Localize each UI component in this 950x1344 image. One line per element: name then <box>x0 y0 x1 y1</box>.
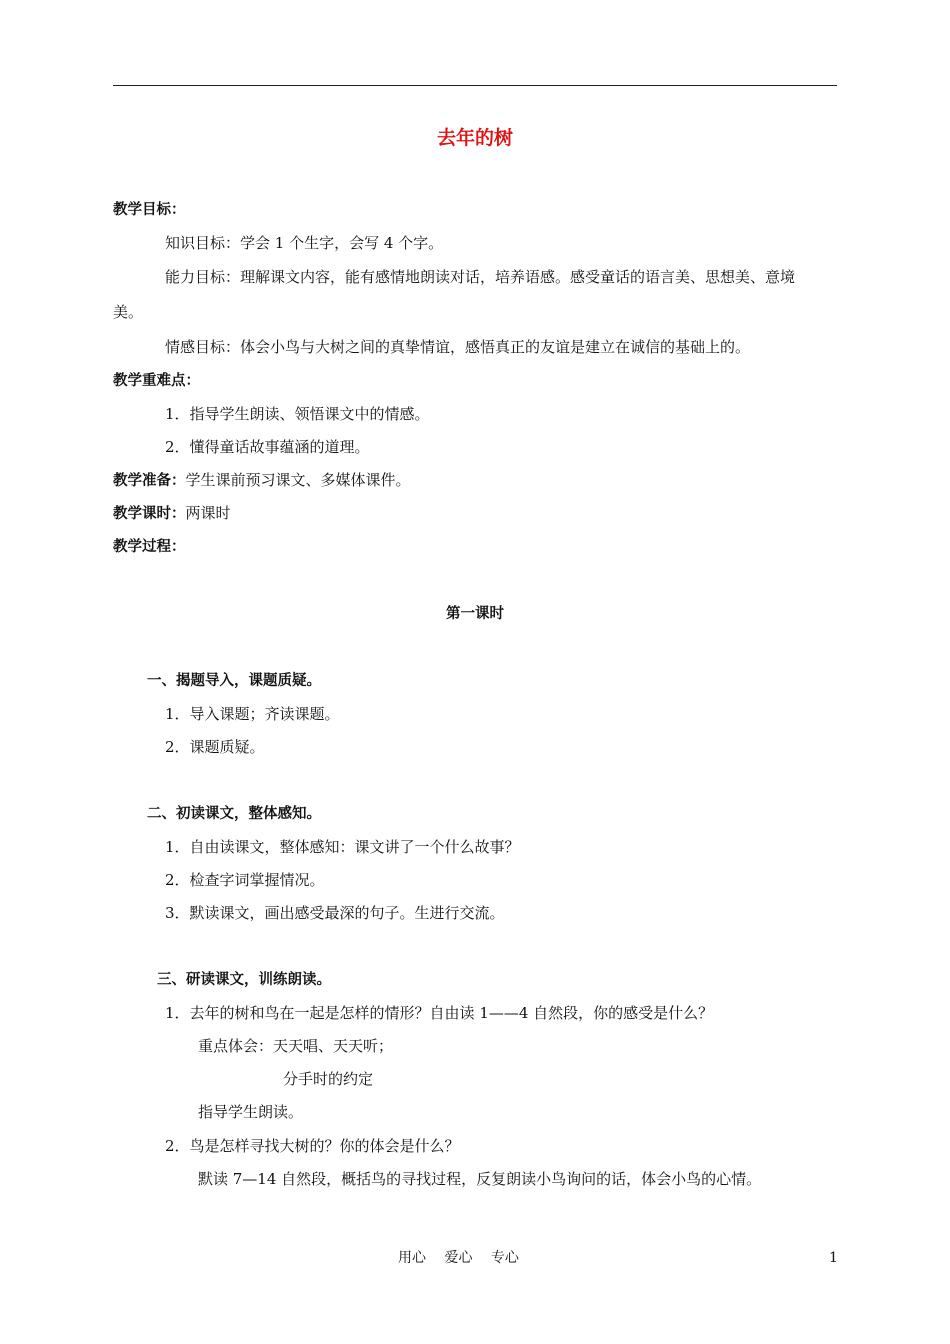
goals-heading: 教学目标： <box>113 202 186 218</box>
hours-text: 两课时 <box>185 504 231 522</box>
section2-item-1: 1．自由读课文，整体感知：课文讲了一个什么故事？ <box>165 838 520 856</box>
preparation-label: 教学准备： <box>113 473 186 489</box>
section1-heading: 一、揭题导入，课题质疑。 <box>147 673 321 689</box>
section3-guide: 指导学生朗读。 <box>198 1103 304 1121</box>
knowledge-goal: 知识目标：学会 1 个生字，会写 4 个字。 <box>165 234 444 252</box>
page-number: 1 <box>829 1250 838 1266</box>
document-title: 去年的树 <box>436 127 513 149</box>
hours-line <box>113 503 231 524</box>
key-points-heading: 教学重难点： <box>113 373 200 389</box>
preparation-line <box>113 470 411 491</box>
lesson-title: 第一课时 <box>446 606 504 622</box>
footer-motto: 用心 爱心 专心 <box>398 1250 519 1266</box>
header-rule <box>113 85 837 86</box>
preparation-text: 学生课前预习课文、多媒体课件。 <box>185 471 411 489</box>
section3-focus-1: 重点体会：天天唱、天天听； <box>198 1037 394 1055</box>
section2-heading: 二、初读课文，整体感知。 <box>147 806 321 822</box>
section3-item-2-detail: 默读 7—14 自然段，概括鸟的寻找过程，反复朗读小鸟询问的话，体会小鸟的心情。 <box>198 1170 762 1188</box>
key-point-2: 2．懂得童话故事蕴涵的道理。 <box>165 438 370 456</box>
section2-item-2: 2．检查字词掌握情况。 <box>165 871 325 889</box>
section2-item-3: 3．默读课文，画出感受最深的句子。生进行交流。 <box>165 904 505 922</box>
emotion-goal: 情感目标：体会小鸟与大树之间的真挚情谊，感悟真正的友谊是建立在诚信的基础上的。 <box>165 338 751 356</box>
section1-item-1: 1．导入课题；齐读课题。 <box>165 705 340 723</box>
ability-goal-line2: 美。 <box>113 303 144 321</box>
section3-heading: 三、研读课文，训练朗读。 <box>157 972 331 988</box>
section3-focus-2: 分手时的约定 <box>283 1070 374 1088</box>
hours-label: 教学课时： <box>113 506 186 522</box>
section3-item-2: 2．鸟是怎样寻找大树的？你的体会是什么？ <box>165 1137 460 1155</box>
key-point-1: 1．指导学生朗读、领悟课文中的情感。 <box>165 405 430 423</box>
section1-item-2: 2．课题质疑。 <box>165 738 265 756</box>
section3-item-1: 1．去年的树和鸟在一起是怎样的情形？自由读 1——4 自然段，你的感受是什么？ <box>165 1004 714 1022</box>
process-heading: 教学过程： <box>113 539 186 555</box>
ability-goal-line1: 能力目标：理解课文内容，能有感情地朗读对话，培养语感。感受童话的语言美、思想美、意境 <box>165 268 796 286</box>
